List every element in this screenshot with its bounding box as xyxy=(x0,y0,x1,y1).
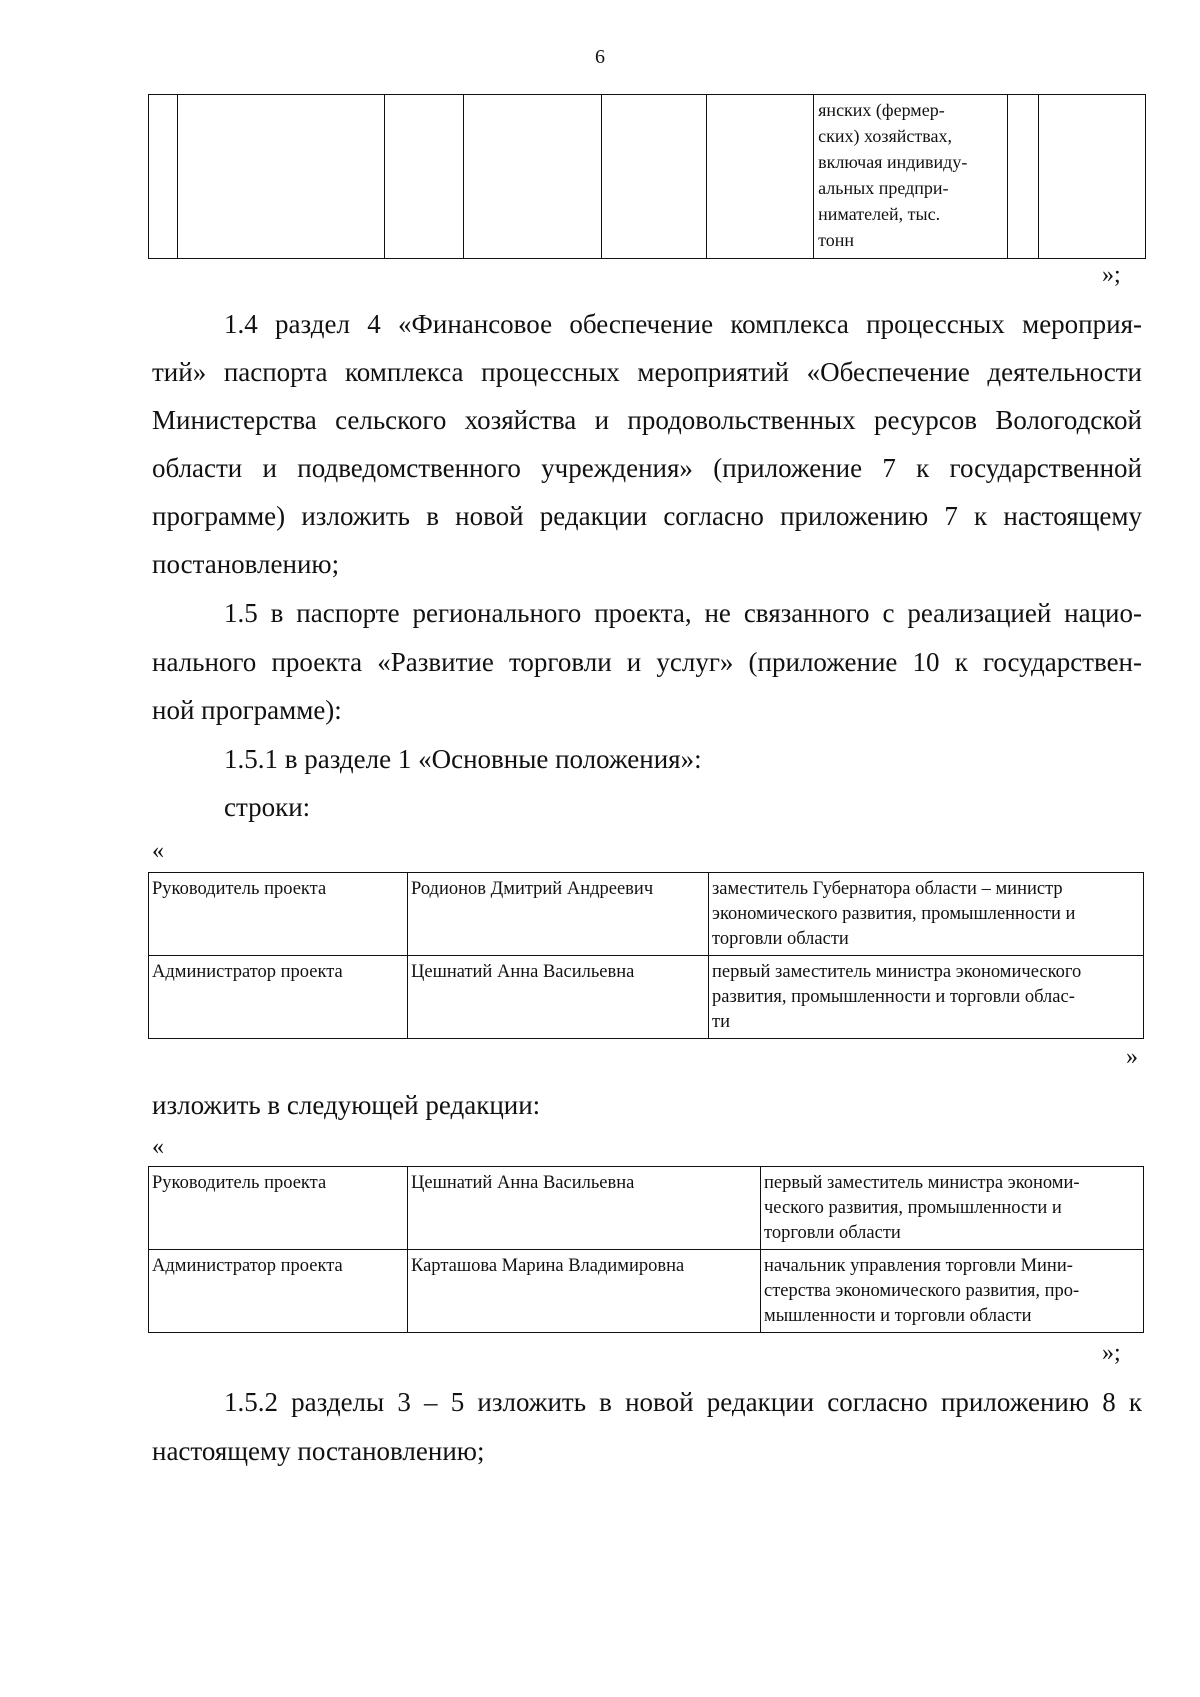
paragraph-line: 1.4 раздел 4 «Финансовое обеспечение комплекса процессных мероприя- xyxy=(224,309,1142,339)
table-cell xyxy=(1008,95,1039,259)
cell-line: тонн xyxy=(818,230,855,250)
opening-quote: « xyxy=(152,1134,164,1160)
paragraph-line: ной программе): xyxy=(152,695,342,725)
role-cell xyxy=(149,1250,408,1333)
cell-text: Руководитель проекта xyxy=(152,879,327,899)
paragraph-line: нального проекта «Развитие торговли и услуг» (приложение 10 к государствен- xyxy=(152,647,1142,677)
table-cell xyxy=(463,95,602,259)
closing-quote: »; xyxy=(1102,262,1121,288)
new-rows-table xyxy=(148,1166,1144,1333)
table-row xyxy=(149,873,1144,956)
cell-text: первый заместитель министра экономи- xyxy=(764,1173,1080,1193)
cell-text: ти xyxy=(712,1012,730,1032)
cell-text: Родионов Дмитрий Андреевич xyxy=(411,879,654,899)
table-row xyxy=(149,1250,1144,1333)
cell-text: заместитель Губернатора области – министр xyxy=(712,879,1063,899)
cell-text: Цешнатий Анна Васильевна xyxy=(411,962,635,982)
cell-text: экономического развития, промышленности и xyxy=(712,904,1076,924)
continued-table xyxy=(148,94,1146,259)
old-rows-table xyxy=(148,872,1144,1039)
name-cell xyxy=(408,1250,761,1333)
cell-text: Администратор проекта xyxy=(152,1256,343,1276)
paragraph-line: 1.5.1 в разделе 1 «Основные положения»: xyxy=(224,744,702,774)
paragraph-line: 1.5 в паспорте регионального проекта, не связанного с реализацией нацио- xyxy=(224,598,1142,628)
role-cell xyxy=(149,1167,408,1250)
position-cell xyxy=(709,956,1144,1039)
closing-quote: » xyxy=(1126,1044,1138,1070)
cell-line: янских (фермер- xyxy=(818,100,945,120)
cell-text: стерства экономического развития, про- xyxy=(764,1281,1080,1301)
cell-text: Администратор проекта xyxy=(152,962,343,982)
name-cell xyxy=(408,873,709,956)
rows-label: строки: xyxy=(224,792,311,822)
cell-text: мышленности и торговли области xyxy=(764,1306,1032,1326)
name-cell xyxy=(408,956,709,1039)
table-cell xyxy=(1039,95,1146,259)
cell-text: начальник управления торговли Мини- xyxy=(764,1256,1073,1276)
paragraph-line: 1.5.2 разделы 3 – 5 изложить в новой редакции согласно приложению 8 к xyxy=(224,1387,1142,1417)
paragraph-line: настоящему постановлению; xyxy=(152,1436,485,1466)
cell-text: ческого развития, промышленности и xyxy=(764,1198,1062,1218)
cell-text: торговли области xyxy=(764,1223,901,1243)
cell-text: торговли области xyxy=(712,929,849,949)
cell-line: включая индивиду- xyxy=(818,152,968,172)
paragraph-line: тий» паспорта комплекса процессных мероприятий «Обеспечение деятельности xyxy=(152,357,1142,387)
role-cell xyxy=(149,873,408,956)
cell-line: ских) хозяйствах, xyxy=(818,126,952,146)
page-number: 6 xyxy=(595,46,605,68)
paragraph-line: области и подведомственного учреждения» (приложение 7 к государственной xyxy=(152,453,1142,483)
role-cell xyxy=(149,956,408,1039)
table-cell xyxy=(602,95,707,259)
table-row xyxy=(149,1167,1144,1250)
cell-text: Карташова Марина Владимировна xyxy=(411,1256,685,1276)
indicator-name-cell xyxy=(814,95,1008,259)
paragraph-line: постановлению; xyxy=(152,549,340,579)
cell-line: нимателей, тыс. xyxy=(818,204,941,224)
table-cell xyxy=(149,95,178,259)
replace-label: изложить в следующей редакции: xyxy=(152,1090,541,1120)
name-cell xyxy=(408,1167,761,1250)
cell-text: Цешнатий Анна Васильевна xyxy=(411,1173,635,1193)
cell-line: альных предпри- xyxy=(818,178,949,198)
cell-text: Руководитель проекта xyxy=(152,1173,327,1193)
table-row xyxy=(149,956,1144,1039)
position-cell xyxy=(761,1250,1144,1333)
cell-text: развития, промышленности и торговли облас- xyxy=(712,987,1075,1007)
position-cell xyxy=(709,873,1144,956)
closing-quote: »; xyxy=(1102,1340,1121,1366)
cell-text: первый заместитель министра экономического xyxy=(712,962,1082,982)
position-cell xyxy=(761,1167,1144,1250)
table-cell xyxy=(707,95,814,259)
paragraph-line: программе) изложить в новой редакции согласно приложению 7 к настоящему xyxy=(152,501,1142,531)
table-cell xyxy=(177,95,384,259)
paragraph-line: Министерства сельского хозяйства и продовольственных ресурсов Вологодской xyxy=(152,405,1142,435)
table-cell xyxy=(384,95,463,259)
opening-quote: « xyxy=(152,838,164,864)
